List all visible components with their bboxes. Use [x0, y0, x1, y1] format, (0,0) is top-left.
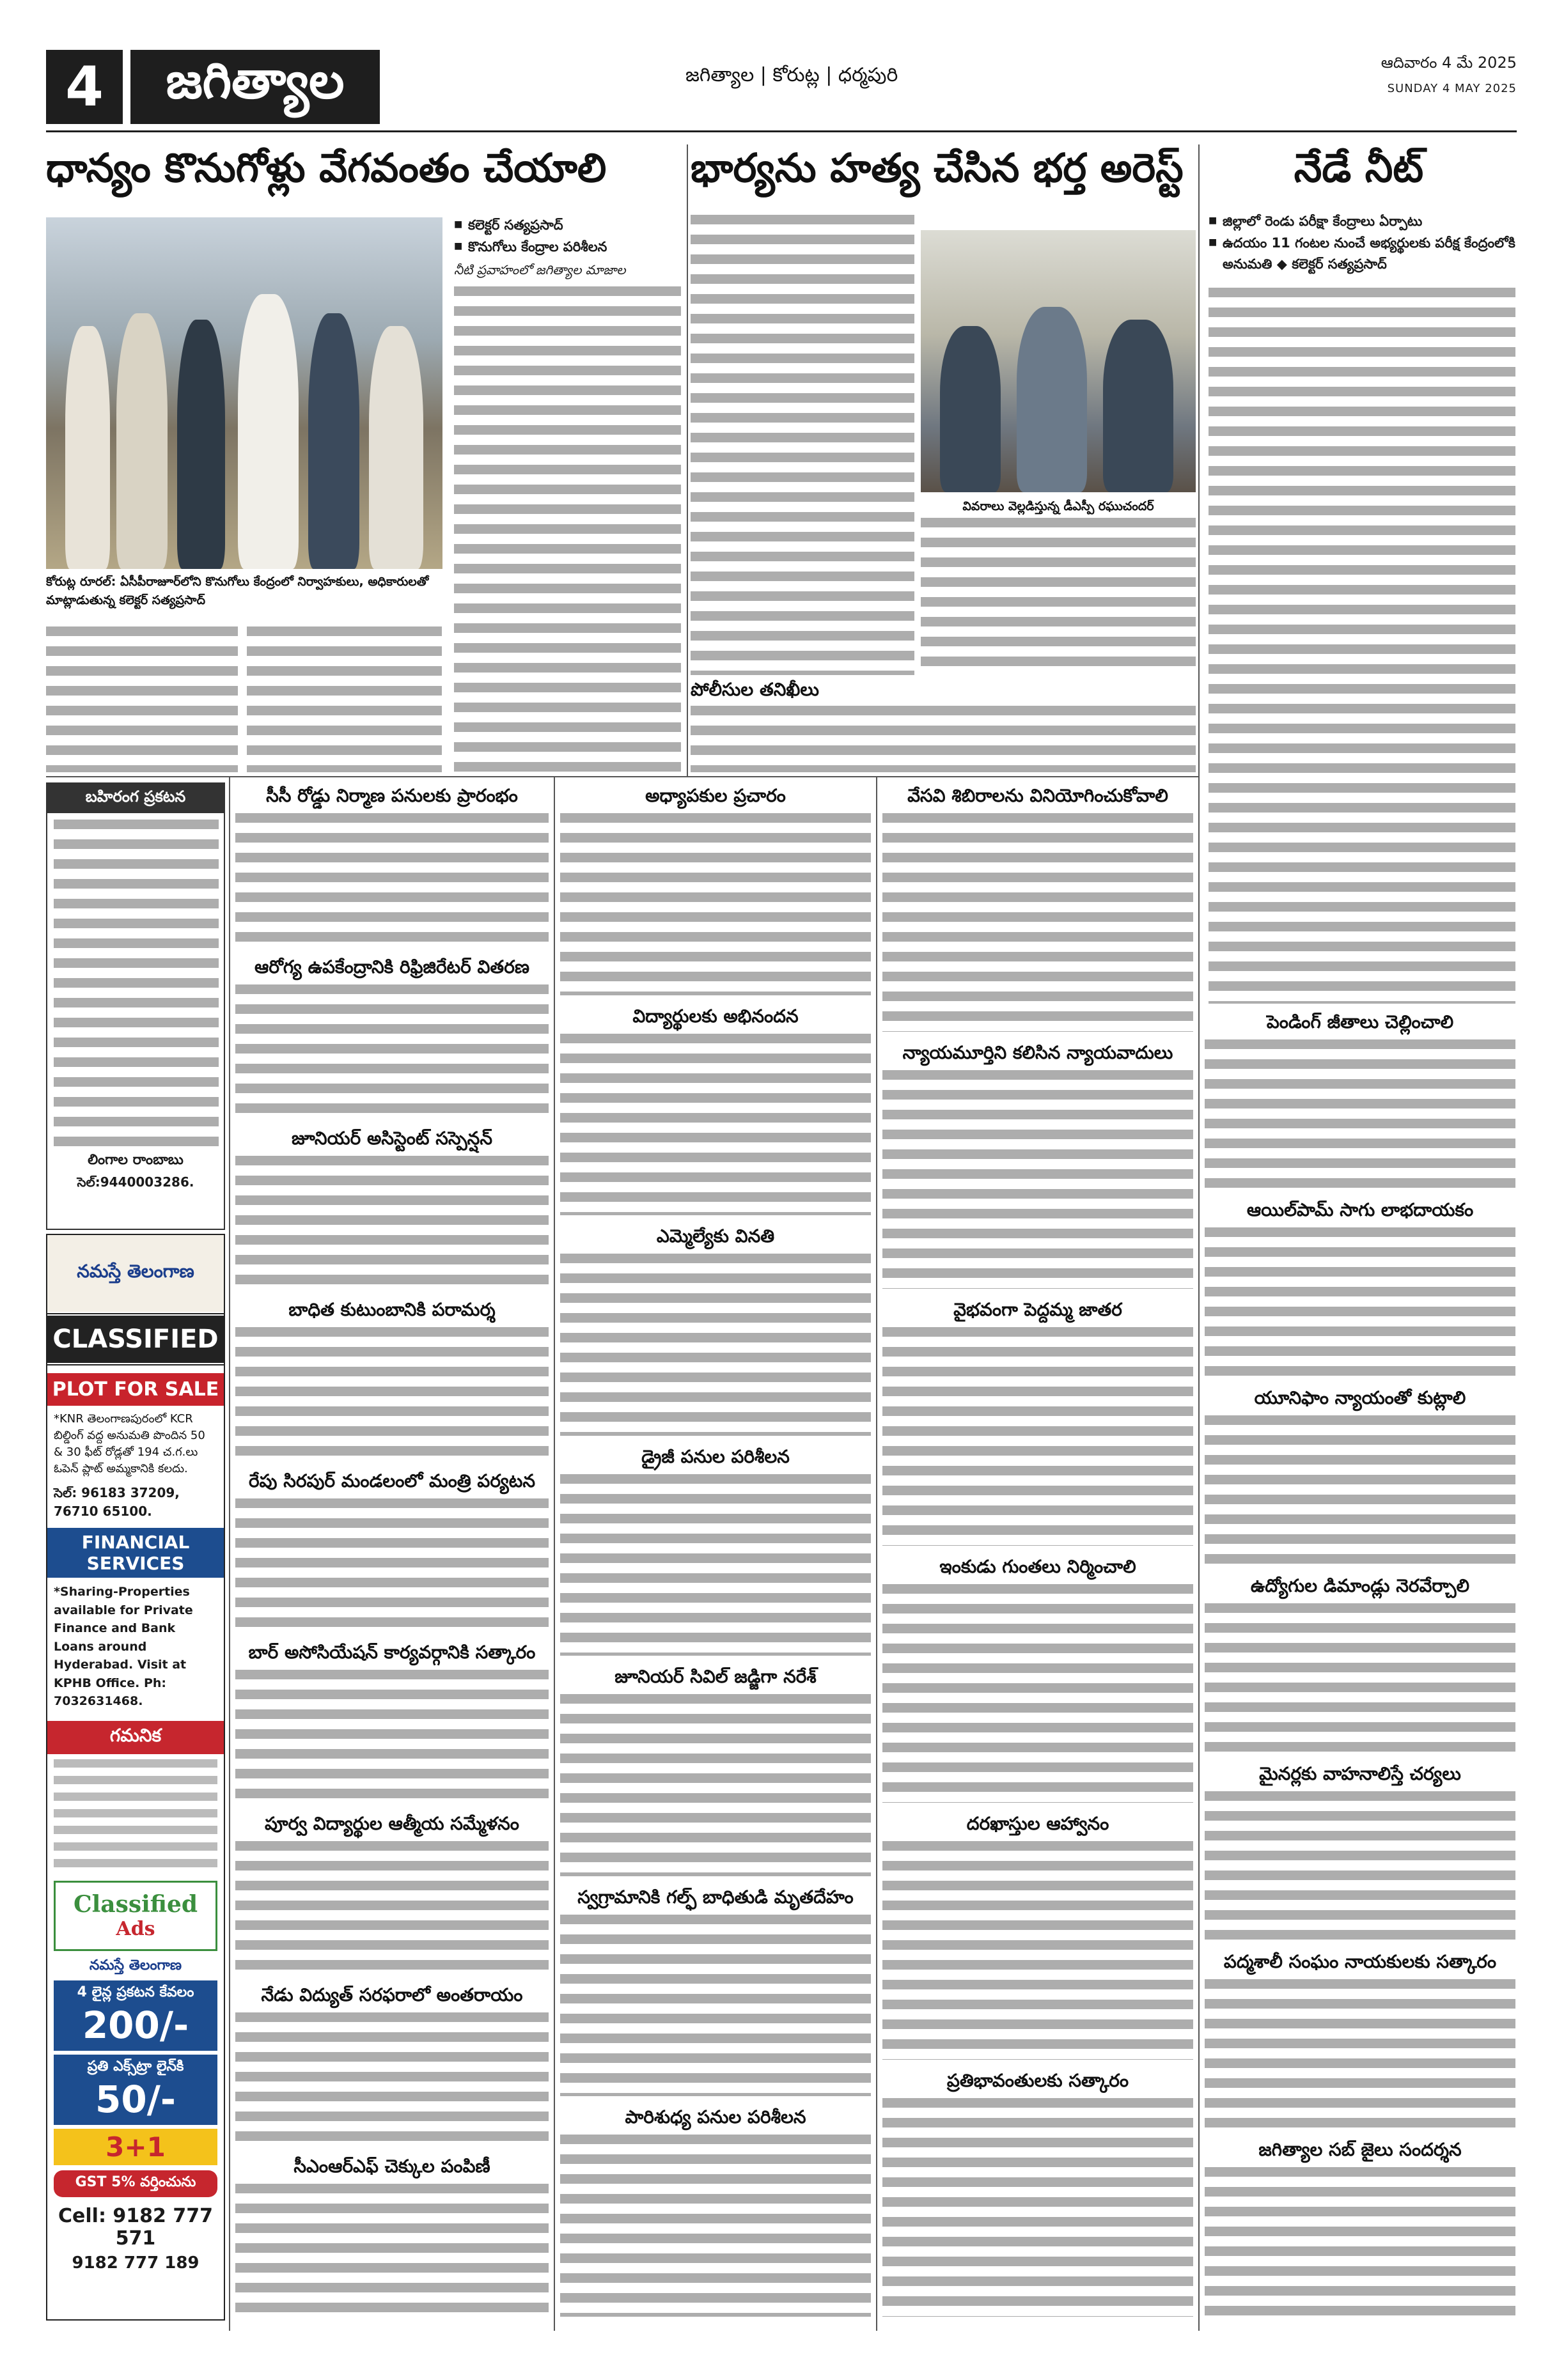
section-headline: ఇంకుడు గుంతలు నిర్మించాలి [939, 1556, 1136, 1577]
arrest-headline: భార్యను హత్య చేసిన భర్త అరెస్ట్ [691, 144, 1184, 191]
section-body-text [882, 2098, 1193, 2317]
section-body-text [235, 984, 549, 1117]
section-body-text [235, 1841, 549, 1974]
public-notice-name: లింగాల రాంబాబు [88, 1152, 184, 1168]
ads-word: Ads [116, 1918, 155, 1941]
classified-ads-logo [54, 1881, 217, 1951]
masthead-rule [46, 130, 1517, 132]
section-headline: పద్మశాలీ సంఘం నాయకులకు సత్కారం [1223, 1951, 1497, 1972]
section-body-text [560, 1915, 871, 2097]
lead-subline: నీటి ప్రవాహంలో జగిత్యాల మాజాల [454, 262, 626, 277]
ad-plot-phone: సెల్: 96183 37209, 76710 65100. [54, 1485, 180, 1520]
section-headline: జగిత్యాల సబ్ జైలు సందర్శన [1258, 2139, 1462, 2160]
section-body-text [1205, 2167, 1515, 2317]
section-body-text [560, 1034, 871, 1216]
section-body-text [1205, 1415, 1515, 1565]
section-body-text [882, 1070, 1193, 1289]
date-english: SUNDAY 4 MAY 2025 [1387, 82, 1517, 95]
section-headline: దరఖాస్తుల ఆహ్వానం [966, 1813, 1109, 1834]
section-headline: నేడు విద్యుత్ సరఫరాలో అంతరాయం [261, 1984, 523, 2005]
section-body-text [882, 1841, 1193, 2060]
ad-offer: 3+1 [54, 2129, 217, 2165]
arrest-body-text [691, 215, 914, 675]
section-body-text [235, 1327, 549, 1460]
neet-headline: నేడే నీట్ [1294, 144, 1424, 191]
page-number: 4 [46, 50, 123, 124]
section-headline: ఆరోగ్య ఉపకేంద్రానికి రిఫ్రిజిరేటర్ వితరణ [254, 956, 529, 977]
section-body-text [235, 1498, 549, 1631]
section-body-text [235, 813, 549, 946]
section-headline: పెండింగ్ జీతాలు చెల్లించాలి [1266, 1011, 1454, 1032]
section-body-text [235, 2012, 549, 2145]
ad-classified-banner: CLASSIFIED [47, 1312, 224, 1367]
page-name: జగిత్యాల [130, 50, 380, 124]
arrest-photo [921, 230, 1196, 492]
section-body-text [235, 2184, 549, 2317]
section-headline: ప్రతిభావంతులకు సత్కారం [946, 2070, 1129, 2091]
ad-extra-box [54, 2055, 217, 2125]
lead-bullet: ■ కలెక్టర్ సత్యప్రసాద్ [454, 215, 678, 237]
page-subtitle: జగిత్యాల | కోరుట్ల | ధర్మపురి [685, 64, 898, 86]
section-body-text [1205, 1039, 1515, 1189]
section-headline: సీఎంఆర్ఎఫ్ చెక్కుల పంపిణీ [293, 2156, 490, 2177]
neet-bullets [1209, 211, 1515, 276]
section-headline: సీసీ రోడ్డు నిర్మాణ పనులకు ప్రారంభం [266, 785, 518, 806]
lead-bullets [454, 215, 678, 258]
ad-plot-title: PLOT FOR SALE [47, 1373, 224, 1406]
ad-financial-title: FINANCIAL SERVICES [47, 1528, 224, 1578]
column-divider [876, 777, 877, 2331]
section-body-text [560, 1474, 871, 1656]
ad-note-title: గమనిక [47, 1721, 224, 1754]
section-headline: డ్రైజీ పనుల పరిశీలన [641, 1445, 790, 1467]
public-notice-title: బహిరంగ ప్రకటన [47, 784, 224, 813]
section-headline: బాధిత కుటుంబానికి పరామర్శ [288, 1299, 496, 1320]
section-headline: రేపు సిరపుర్ మండలంలో మంత్రి పర్యటన [248, 1470, 536, 1491]
section-body-text [560, 813, 871, 995]
arrest-photo-caption: వివరాలు వెల్లడిస్తున్న డీఎస్పీ రఘుచందర్ [962, 499, 1154, 513]
section-body-text [1205, 1791, 1515, 1941]
public-notice [46, 782, 225, 1230]
section-headline: యూనిఫాం న్యాయంతో కుట్లాలి [1254, 1387, 1466, 1408]
ad-extra-price: 50/- [95, 2077, 176, 2121]
column-divider [687, 144, 688, 777]
section-body-text [235, 1670, 549, 1803]
lead-photo-caption: కోరుట్ల రూరల్: ఏసీపీరాజూర్‌లోని కొనుగోలు కేంద్రంలో నిర్వాహకులు, అధికారులతో మాట్లాడుతున్న కలెక్టర్ సత్యప్రసాద్ [46, 575, 429, 607]
ad-price-label: 4 లైన్ల ప్రకటన కేవలం [77, 1984, 194, 2000]
masthead [46, 50, 1517, 124]
section-headline: విద్యార్థులకు అభినందన [632, 1005, 799, 1027]
section-headline: వేసవి శిబిరాలను వినియోగించుకోవాలి [907, 785, 1168, 806]
section-body-text [882, 1584, 1193, 1803]
ad-cell-2: 9182 777 189 [72, 2253, 200, 2273]
section-body-text [882, 813, 1193, 1032]
classified-ads-word: Classified [73, 1891, 198, 1918]
neet-bullet: ■ జిల్లాలో రెండు పరీక్షా కేంద్రాలు ఏర్పాటు [1209, 211, 1515, 233]
lead-body-text [46, 626, 238, 772]
police-checks-title: పోలీసుల తనిఖీలు [691, 679, 819, 700]
column-divider [229, 777, 230, 2331]
ad-gst: GST 5% వర్తించును [54, 2170, 217, 2197]
section-body-text [882, 1327, 1193, 1546]
section-headline: పూర్వ విద్యార్థుల ఆత్మీయ సమ్మేళనం [264, 1813, 520, 1834]
ad-note-text [54, 1759, 217, 1874]
column-divider [1198, 144, 1200, 2331]
ad-cell-1: Cell: 9182 777 571 [58, 2204, 213, 2250]
section-headline: పారిశుధ్య పనుల పరిశీలన [625, 2106, 806, 2128]
section-headline: జూనియర్ అసిస్టెంట్ సస్పెన్షన్ [292, 1128, 492, 1149]
police-checks-body [691, 706, 1196, 772]
lead-body-text [247, 626, 442, 772]
neet-body-text [1209, 288, 1515, 1004]
section-headline: ఆయిల్‌పామ్ సాగు లాభదాయకం [1246, 1199, 1474, 1220]
ad-financial-text: *Sharing-Properties available for Private Finance and Bank Loans around Hyderabad. Visit at KPHB Office. Ph: 7032631468. [54, 1585, 193, 1709]
section-body-text [1205, 1603, 1515, 1753]
section-body-text [1205, 1227, 1515, 1377]
ad-price: 200/- [82, 2003, 189, 2047]
section-headline: అధ్యాపకుల ప్రచారం [645, 785, 786, 806]
section-headline: బార్ అసోసియేషన్ కార్యవర్గానికి సత్కారం [248, 1642, 536, 1663]
classified-ad [46, 1234, 225, 2321]
section-headline: వైభవంగా పెద్దమ్మ జాతర [953, 1299, 1122, 1320]
ad-plot-text: *KNR తెలంగాణపురంలో KCR బిల్డింగ్ వద్ద అనుమతి పొందిన 50 & 30 ఫీట్ రోడ్లతో 194 చ.గ.లు ఓపెన్ ప్లాట్ అమ్మకానికి కలదు. [54, 1412, 205, 1476]
public-notice-phone: సెల్:9440003286. [77, 1174, 194, 1190]
lead-bullet: ■ కొనుగోలు కేంద్రాల పరిశీలన [454, 237, 678, 258]
section-headline: న్యాయమూర్తిని కలిసిన న్యాయవాదులు [902, 1042, 1173, 1063]
section-headline: స్వగ్రామానికి గల్ఫ్ బాధితుడి మృతదేహం [577, 1886, 854, 1908]
section-headline: ఎమ్మెల్యేకు వినతి [656, 1225, 775, 1247]
ad-price-box [54, 1980, 217, 2051]
section-body-text [560, 1254, 871, 1436]
lead-headline: ధాన్యం కొనుగోళ్లు వేగవంతం చేయాలి [46, 144, 607, 191]
column-divider [554, 777, 555, 2331]
section-divider [46, 776, 1198, 777]
section-body-text [1205, 1979, 1515, 2129]
newspaper-logo: నమస్తే తెలంగాణ [47, 1235, 224, 1312]
section-body-text [560, 1694, 871, 1876]
ad-brand: నమస్తే తెలంగాణ [89, 1957, 182, 1973]
section-headline: ఉద్యోగుల డిమాండ్లు నెరవేర్చాలి [1250, 1575, 1470, 1596]
arrest-body-text [921, 518, 1196, 674]
date-telugu: ఆదివారం 4 మే 2025 [1381, 54, 1517, 72]
section-body-text [235, 1156, 549, 1289]
neet-bullet: ■ ఉదయం 11 గంటల నుంచే అభ్యర్థులకు పరీక్ష కేంద్రంలోకి అనుమతి ◆ కలెక్టర్ సత్యప్రసాద్ [1209, 233, 1515, 276]
lead-photo [46, 217, 442, 569]
ad-extra-label: ప్రతి ఎక్స్‌ట్రా లైన్‌కి [87, 2058, 184, 2074]
section-headline: మైనర్లకు వాహనాలిస్తే చర్యలు [1259, 1763, 1461, 1784]
section-body-text [560, 2135, 871, 2317]
section-headline: జూనియర్ సివిల్ జడ్జిగా నరేశ్ [614, 1666, 817, 1688]
lead-body-text [454, 286, 681, 772]
public-notice-text [54, 820, 219, 1152]
